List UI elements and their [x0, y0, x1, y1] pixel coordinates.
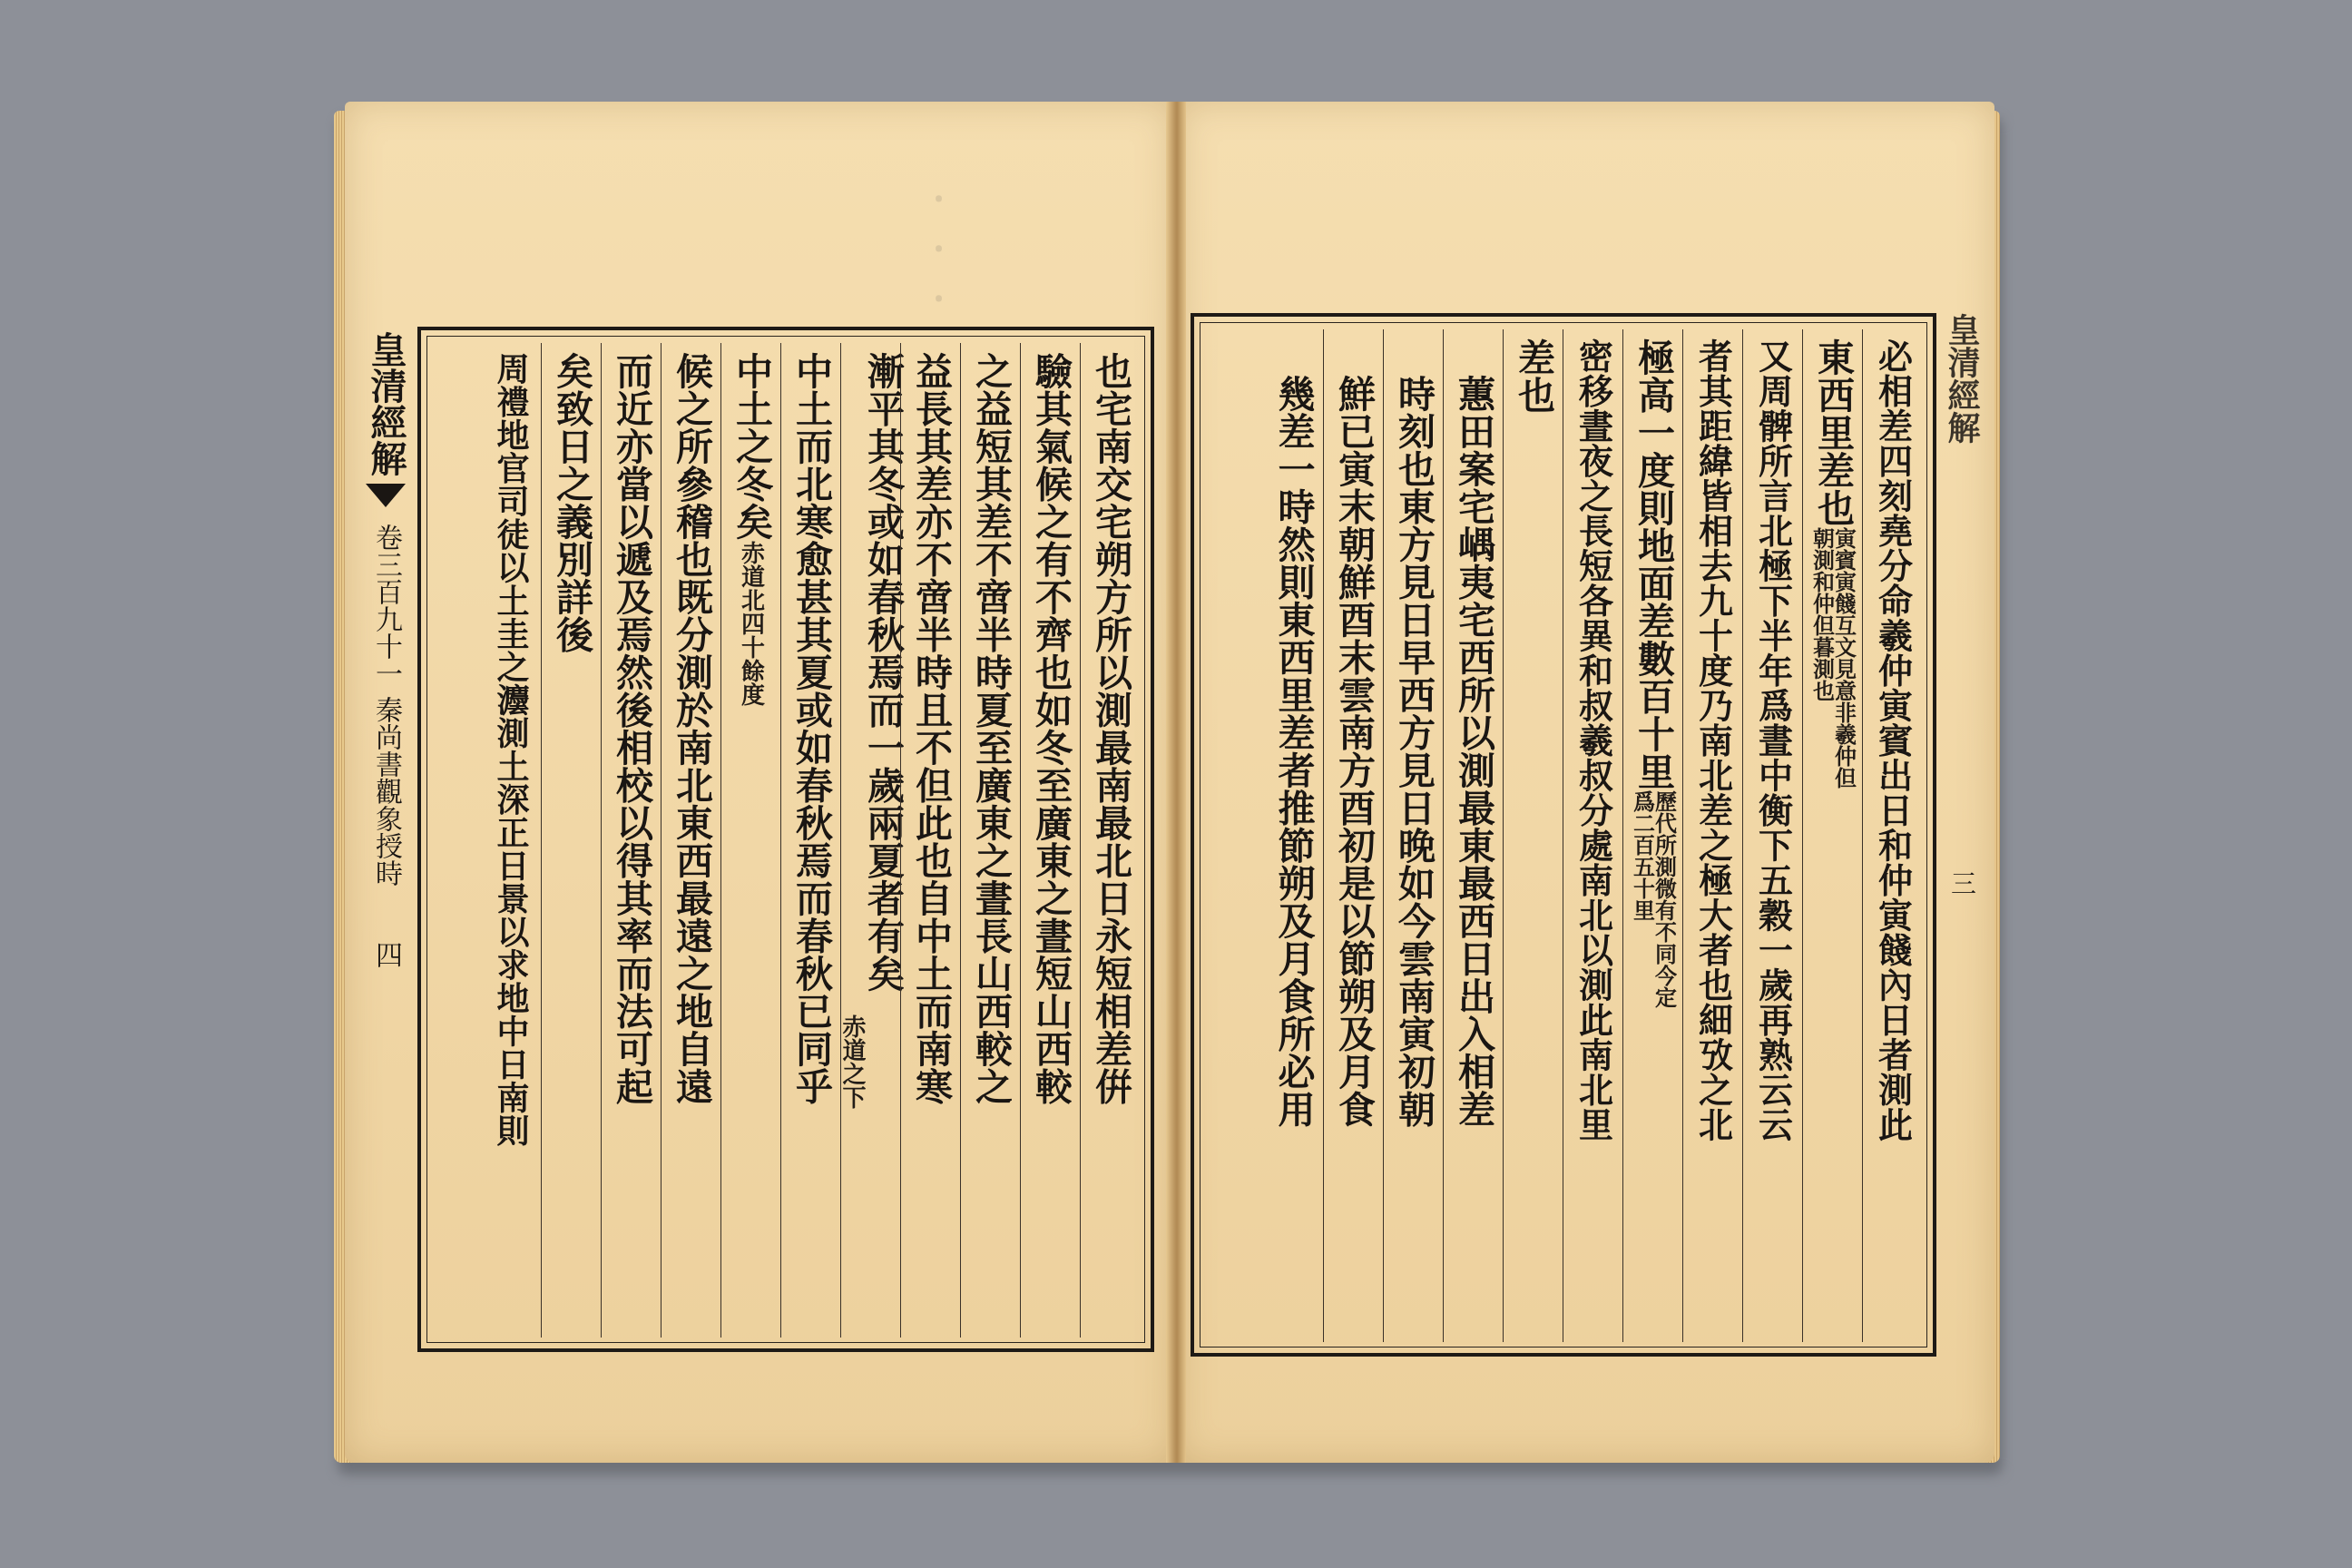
text-column — [1742, 329, 1802, 1342]
text-column — [1802, 329, 1862, 1342]
right-margin-title: 皇清經解 — [1943, 313, 1981, 444]
column-text: 又周髀所言北極下半年爲晝中衡下五穀一歲再熟云云 — [1752, 338, 1794, 1142]
text-column — [1503, 329, 1563, 1342]
column-text: 密移晝夜之長短各異和叔羲叔分處南北以測此南北里 — [1573, 338, 1614, 1142]
column-text: 候之所參稽也既分測於南北東西最遠之地自遠 — [670, 352, 713, 1105]
margin-chapter: 秦尚書觀象授時 — [370, 696, 402, 887]
column-note: 歷代所測微有不同今定爲二百五十里 — [1629, 790, 1678, 1008]
column-text: 鮮已寅末朝鮮酉末雲南方酉初是以節朔及月食 — [1332, 375, 1376, 1128]
text-column — [1080, 343, 1140, 1338]
text-column — [1682, 329, 1742, 1342]
book-gutter — [1166, 102, 1186, 1463]
column-text: 周禮地官司徒以土圭之灋測土深正日景以求地中日南則 — [492, 352, 530, 1147]
column-text: 幾差一時然則東西里差者推節朔及月食所必用 — [1271, 375, 1316, 1128]
bleed-through-text: ꞏꞏꞏ — [916, 172, 957, 322]
column-text: 中土而北寒愈甚其夏或如春秋焉而春秋已同乎 — [789, 352, 833, 1105]
column-text: 必相差四刻堯分命羲仲寅賓出日和仲寅餞內日者測此 — [1872, 338, 1914, 1142]
column-text: 差也 — [1512, 338, 1555, 414]
column-note: 赤道之下 — [838, 1014, 866, 1109]
column-text: 驗其氣候之有不齊也如冬至廣東之晝短山西較 — [1029, 352, 1073, 1105]
column-text: 而近亦當以遞及焉然後相校以得其率而法可起 — [610, 352, 653, 1105]
text-column — [541, 343, 601, 1338]
column-note: 赤道北四十餘度 — [737, 540, 765, 706]
text-column — [1323, 329, 1383, 1342]
column-text: 者其距緯皆相去九十度乃南北差之極大者也細攷之北 — [1692, 338, 1734, 1142]
text-column — [1622, 329, 1682, 1342]
text-column — [1443, 329, 1503, 1342]
text-column — [481, 343, 541, 1338]
text-column — [1563, 329, 1622, 1342]
text-column — [900, 343, 960, 1338]
left-margin-column — [356, 331, 416, 1348]
left-page-number: 四 — [370, 941, 402, 968]
text-column — [960, 343, 1020, 1338]
margin-book-title: 皇清經解 — [365, 331, 407, 476]
column-text: 東西里差也 — [1811, 338, 1855, 527]
column-text: 中土之冬矣 — [730, 352, 773, 541]
column-text: 時刻也東方見日早西方見日晚如今雲南寅初朝 — [1392, 375, 1436, 1128]
column-note: 寅賓寅餞互文見意非羲仲但朝測和仲但暮測也 — [1808, 526, 1857, 789]
column-text: 也宅南交宅朔方所以測最南最北日永短相差倂 — [1089, 352, 1132, 1105]
text-column — [1020, 343, 1080, 1338]
text-column — [720, 343, 780, 1338]
text-column — [780, 343, 840, 1338]
text-column — [1263, 329, 1323, 1342]
right-text-columns — [1207, 329, 1922, 1342]
fish-tail-mark — [366, 484, 406, 507]
text-column — [838, 343, 905, 1338]
column-text: 之益短其差不啻半時夏至廣東之晝長山西較之 — [969, 352, 1013, 1105]
text-column — [601, 343, 661, 1338]
left-text-columns — [434, 343, 1140, 1338]
right-page-number: 三 — [1947, 870, 1977, 896]
right-margin-column — [1938, 313, 1985, 1357]
column-text: 矣致日之義別詳後 — [550, 352, 593, 653]
text-column — [1862, 329, 1922, 1342]
column-text: 益長其差亦不啻半時且不但此也自中土而南寒 — [909, 352, 953, 1105]
text-column — [1383, 329, 1443, 1342]
column-text: 蕙田案宅嵎夷宅西所以測最東最西日出入相差 — [1452, 375, 1495, 1128]
text-column — [661, 343, 720, 1338]
column-text: 極高一度則地面差數百十里 — [1632, 338, 1675, 790]
column-text: 漸平其冬或如春秋焉而一歲兩夏者有矣 — [861, 352, 905, 993]
margin-volume: 卷三百九十一 — [370, 524, 402, 687]
